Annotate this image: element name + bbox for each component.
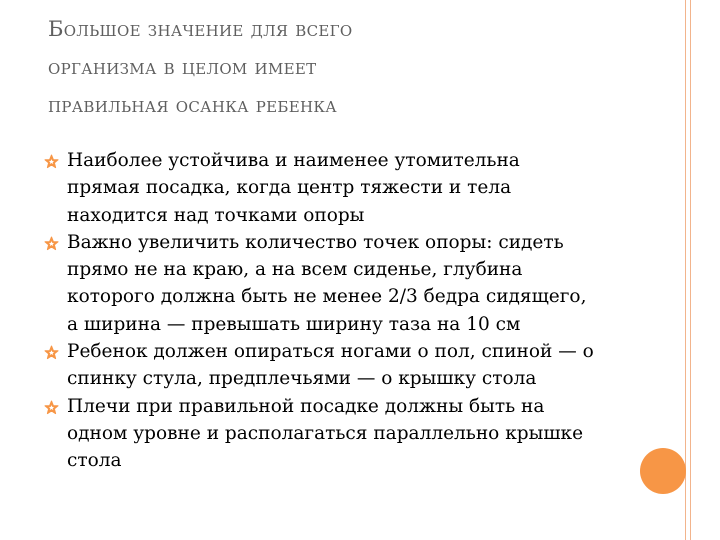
bullet-item	[44, 147, 692, 229]
bullet-text-line: прямо не на краю, а на всем сиденье, глубина	[67, 259, 523, 281]
title-line: Большое значение для всего	[48, 17, 353, 41]
decorative-frame-line	[685, 0, 691, 540]
star-bullet-icon	[44, 236, 59, 251]
bullet-list	[44, 147, 692, 475]
star-bullet-icon	[44, 400, 59, 415]
star-bullet-icon	[44, 345, 59, 360]
bullet-text-line: которого должна быть не менее 2/3 бедра сидящего,	[67, 286, 587, 308]
bullet-text-line: прямая посадка, когда центр тяжести и тела	[67, 177, 512, 199]
bullet-text-line: Важно увеличить количество точек опоры: сидеть	[67, 231, 564, 253]
bullet-text-line: Наиболее устойчива и наименее утомительна	[67, 150, 520, 171]
bullet-item	[44, 229, 692, 338]
bullet-text-line: Плечи при правильной посадке должны быть на	[67, 395, 545, 417]
bullet-text-line: находится над точками опоры	[67, 204, 365, 226]
bullet-item	[44, 338, 692, 393]
title-line: правильная осанка ребенка	[48, 93, 337, 117]
bullet-item	[44, 393, 692, 475]
bullet-text-line: одном уровне и располагаться параллельно крышке	[67, 422, 584, 444]
bullet-text-line: спинку стула, предплечьями — о крышку стола	[67, 368, 537, 390]
title-line: организма в целом имеет	[48, 55, 317, 79]
slide-title	[48, 10, 608, 124]
bullet-text-line: а ширина — превышать ширину таза на 10 см	[67, 313, 521, 335]
decorative-accent-circle	[640, 448, 686, 494]
bullet-text-line: Ребенок должен опираться ногами о пол, спиной — о	[67, 341, 594, 363]
star-bullet-icon	[44, 154, 59, 169]
bullet-text-line: стола	[67, 450, 122, 472]
